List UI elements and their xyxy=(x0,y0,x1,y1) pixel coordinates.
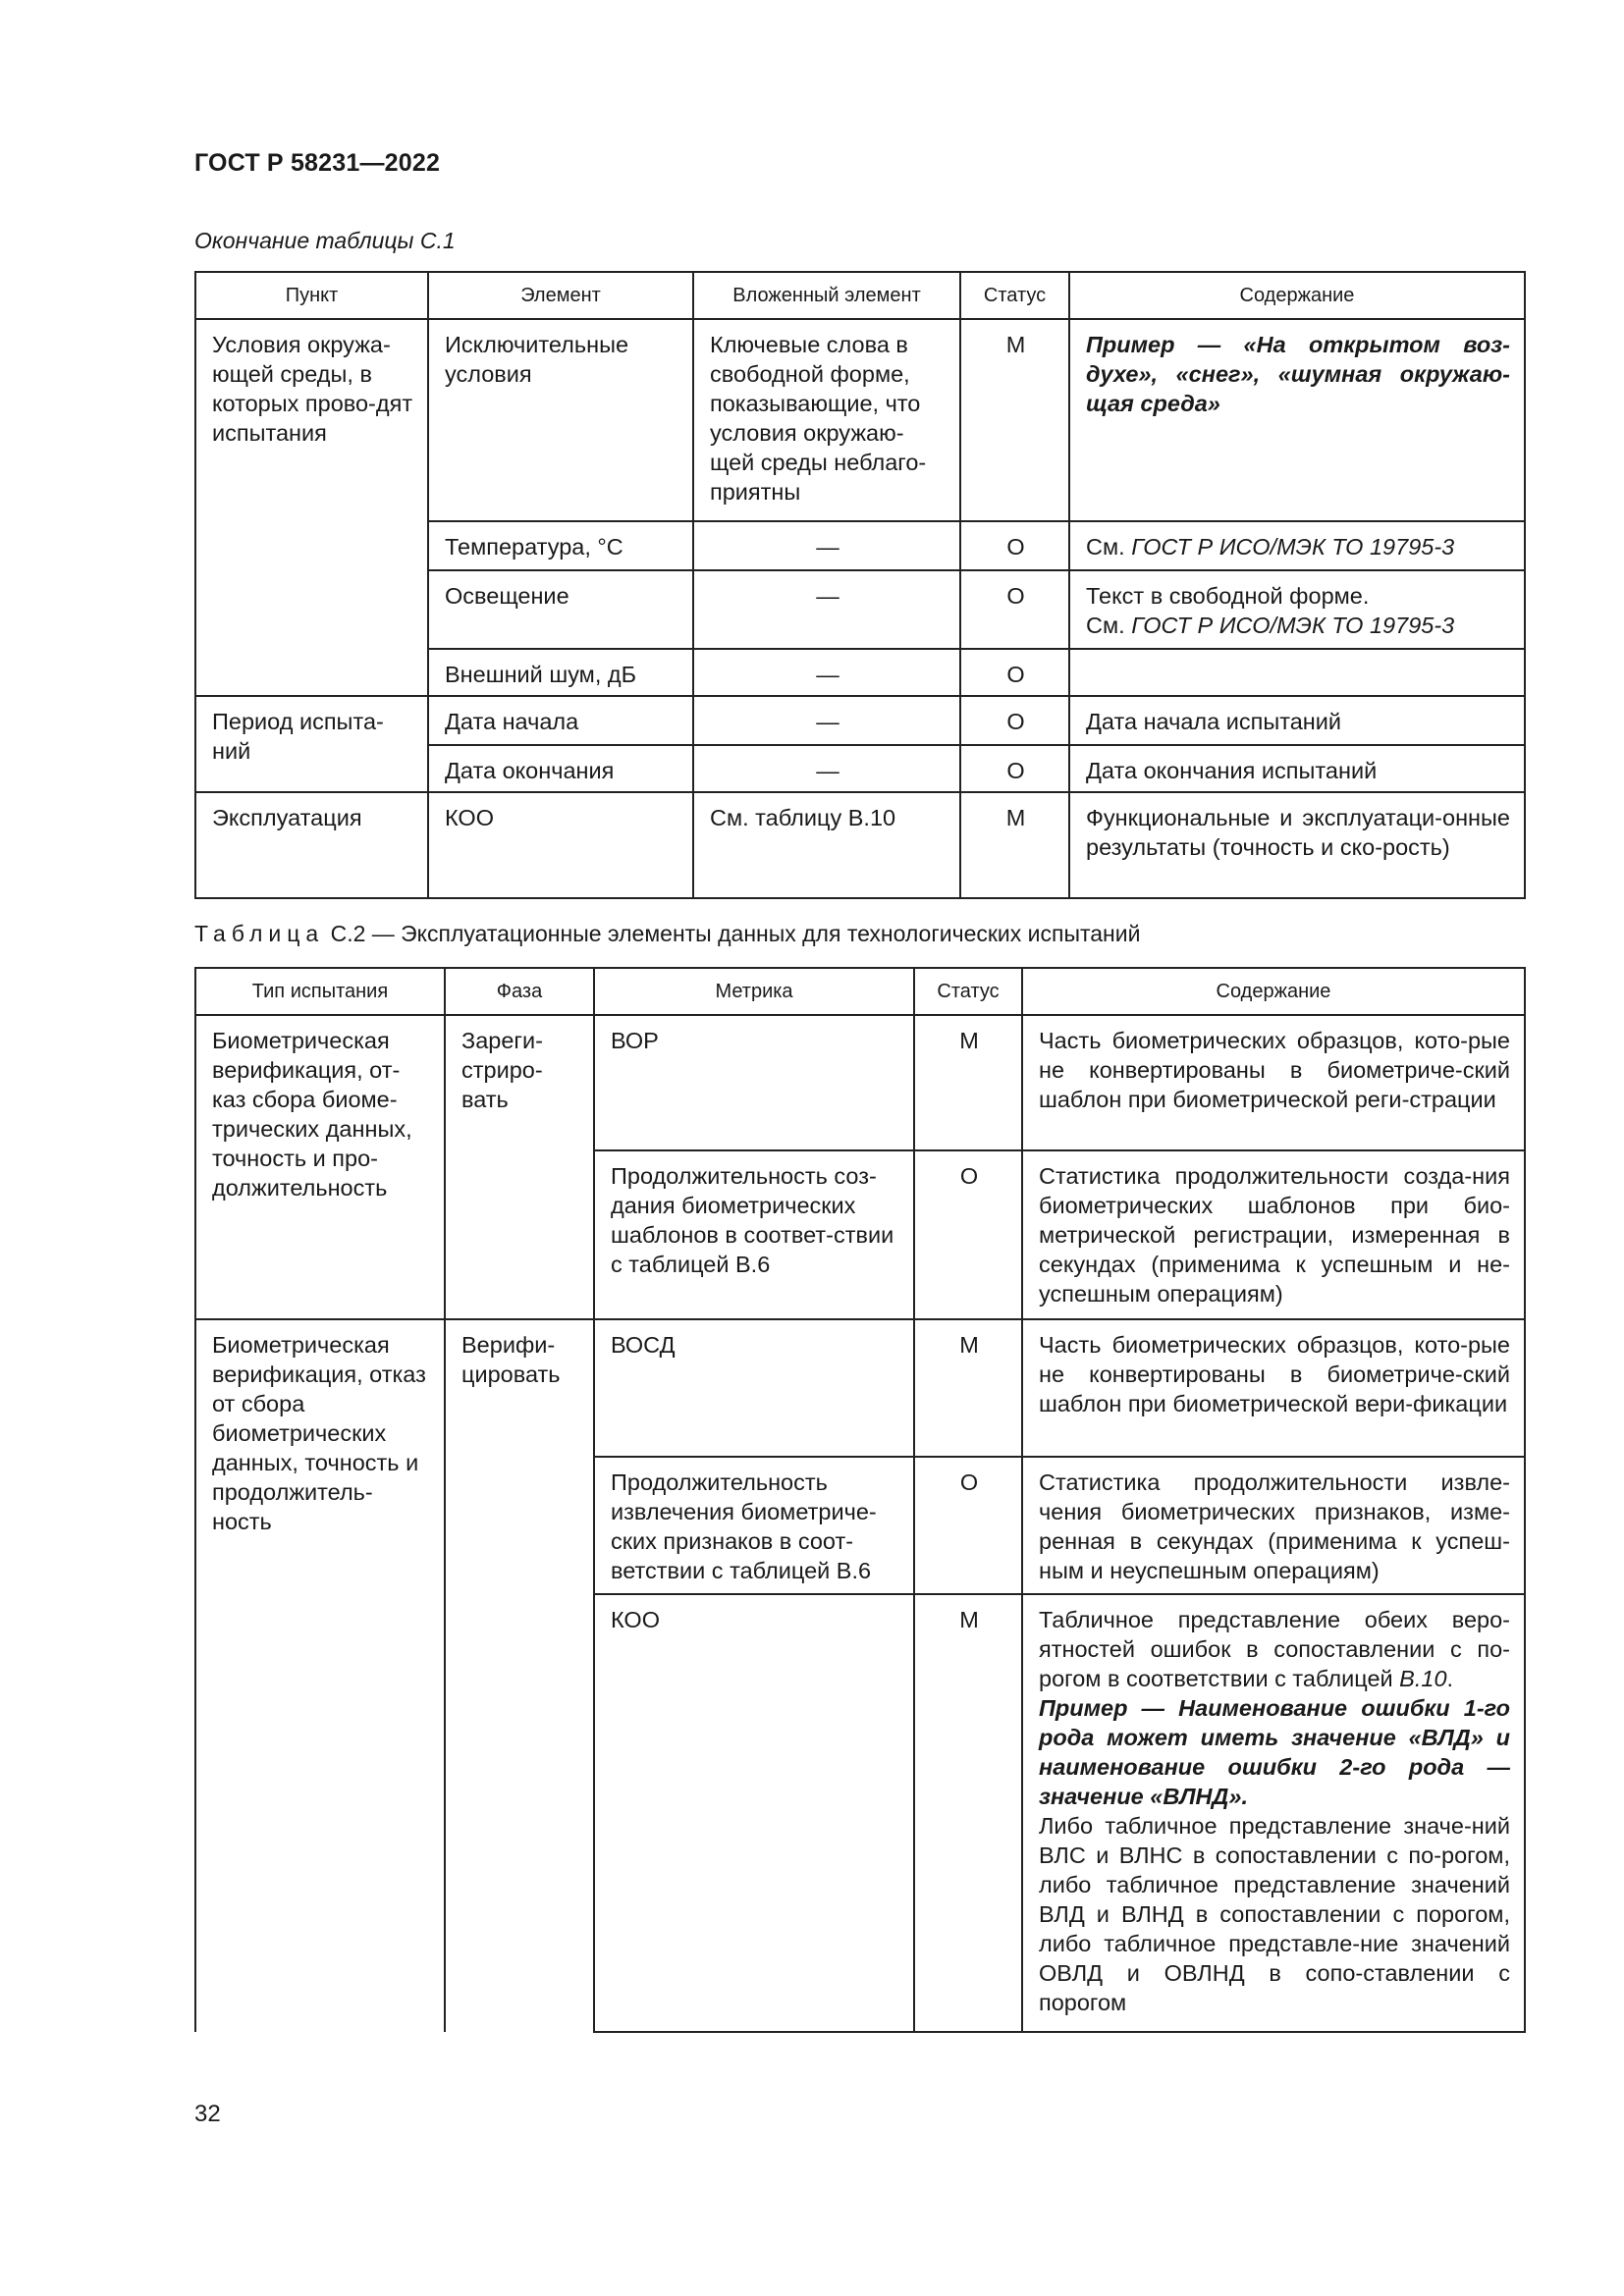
content-cell: Статистика продолжительности созда-ния биометрических шаблонов при био-метрической регистрации, измеренная в секундах (применима к успешным и не-успешным операциям) xyxy=(1022,1150,1525,1319)
reference-prefix: См. xyxy=(1086,613,1132,638)
element-cell: Исключительные условия xyxy=(428,319,693,521)
status-cell: О xyxy=(914,1457,1022,1594)
content-cell xyxy=(1069,570,1525,649)
page-number: 32 xyxy=(194,2101,221,2127)
content-cell: Часть биометрических образцов, кото-рые не конвертированы в биометриче-ский шаблон при биометрической реги-страции xyxy=(1022,1015,1525,1150)
metric-cell: Продолжительность извлечения биометриче-ских признаков в соот-ветствии с таблицей В.6 xyxy=(594,1457,914,1594)
metric-cell: ВОСД xyxy=(594,1319,914,1457)
item-cell: Период испыта-ний xyxy=(195,696,428,792)
item-cell: Эксплуатация xyxy=(195,792,428,898)
example-note: Пример — Наименование ошибки 1-го рода может иметь значение «ВЛД» и наименование ошибки 2-го рода — значение «ВЛНД». xyxy=(1039,1695,1510,1809)
status-cell: М xyxy=(914,1319,1022,1457)
status-cell: О xyxy=(960,745,1069,792)
metric-cell: ВОР xyxy=(594,1015,914,1150)
column-header: Вложенный элемент xyxy=(693,272,960,319)
status-cell: О xyxy=(914,1150,1022,1319)
column-header: Метрика xyxy=(594,968,914,1015)
table-row xyxy=(195,1319,1525,1457)
metric-cell: КОО xyxy=(594,1594,914,2032)
element-cell: Освещение xyxy=(428,570,693,649)
table-header-row xyxy=(195,272,1525,319)
status-cell: М xyxy=(914,1015,1022,1150)
status-cell: М xyxy=(960,319,1069,521)
content-text: Табличное представление обеих веро-ятностей ошибок в сопоставлении с по-рогом в соответствии с таблицей xyxy=(1039,1607,1510,1691)
status-cell: М xyxy=(914,1594,1022,2032)
content-text: Либо табличное представление значе-ний ВЛС и ВЛНС в сопоставлении с по-рогом, либо табличное представление значений ВЛД и ВЛНД в сопоставлении с порогом, либо табличное представле-ние значений ОВЛД и ОВЛНД в сопо-ставлении с порогом xyxy=(1039,1813,1510,2015)
standard-reference: ГОСТ Р ИСО/МЭК ТО 19795-3 xyxy=(1131,613,1455,638)
table1-caption: Окончание таблицы С.1 xyxy=(194,228,456,253)
content-cell xyxy=(1069,649,1525,696)
table-reference: В.10 xyxy=(1399,1666,1447,1691)
nested-element-cell: — xyxy=(693,745,960,792)
metric-cell: Продолжительность соз-дания биометрических шаблонов в соответ-ствии с таблицей В.6 xyxy=(594,1150,914,1319)
table-row xyxy=(195,792,1525,898)
table-title: С.2 — Эксплуатационные элементы данных для технологических испытаний xyxy=(324,921,1141,946)
nested-element-cell: — xyxy=(693,696,960,745)
content-cell: Функциональные и эксплуатаци-онные результаты (точность и ско-рость) xyxy=(1069,792,1525,898)
test-type-cell: Биометрическая верификация, отказ от сбора биометрических данных, точность и продолжитель-ность xyxy=(195,1319,445,2032)
nested-element-cell: — xyxy=(693,521,960,570)
column-header: Содержание xyxy=(1069,272,1525,319)
status-cell: М xyxy=(960,792,1069,898)
column-header: Статус xyxy=(960,272,1069,319)
element-cell: Температура, °С xyxy=(428,521,693,570)
content-cell xyxy=(1069,521,1525,570)
column-header: Фаза xyxy=(445,968,594,1015)
column-header: Элемент xyxy=(428,272,693,319)
column-header: Тип испытания xyxy=(195,968,445,1015)
column-header: Пункт xyxy=(195,272,428,319)
content-cell xyxy=(1022,1594,1525,2032)
status-cell: О xyxy=(960,649,1069,696)
content-cell: Часть биометрических образцов, кото-рые не конвертированы в биометриче-ский шаблон при биометрической вери-фикации xyxy=(1022,1319,1525,1457)
nested-element-cell: — xyxy=(693,649,960,696)
nested-element-cell: См. таблицу В.10 xyxy=(693,792,960,898)
column-header: Статус xyxy=(914,968,1022,1015)
content-text: . xyxy=(1446,1666,1454,1691)
nested-element-cell: Ключевые слова в свободной форме, показывающие, что условия окружаю-щей среды неблаго-приятны xyxy=(693,319,960,521)
status-cell: О xyxy=(960,521,1069,570)
element-cell: Внешний шум, дБ xyxy=(428,649,693,696)
content-line: Текст в свободной форме. xyxy=(1086,583,1370,609)
content-cell: Дата окончания испытаний xyxy=(1069,745,1525,792)
table-row xyxy=(195,319,1525,521)
element-cell: КОО xyxy=(428,792,693,898)
table-row xyxy=(195,696,1525,745)
content-cell: Дата начала испытаний xyxy=(1069,696,1525,745)
element-cell: Дата окончания xyxy=(428,745,693,792)
column-header: Содержание xyxy=(1022,968,1525,1015)
reference-prefix: См. xyxy=(1086,534,1132,560)
nested-element-cell: — xyxy=(693,570,960,649)
item-cell: Условия окружа-ющей среды, в которых прово-дят испытания xyxy=(195,319,428,696)
document-code: ГОСТ Р 58231—2022 xyxy=(194,149,441,177)
test-type-cell: Биометрическая верификация, от-каз сбора биоме-трических данных, точность и про-должительность xyxy=(195,1015,445,1319)
element-cell: Дата начала xyxy=(428,696,693,745)
table-row xyxy=(195,1015,1525,1150)
status-cell: О xyxy=(960,696,1069,745)
status-cell: О xyxy=(960,570,1069,649)
phase-cell: Зареги-стриро-вать xyxy=(445,1015,594,1319)
phase-cell: Верифи-цировать xyxy=(445,1319,594,2032)
table-c2 xyxy=(194,967,1526,2033)
standard-reference: ГОСТ Р ИСО/МЭК ТО 19795-3 xyxy=(1131,534,1455,560)
table-header-row xyxy=(195,968,1525,1015)
table2-caption xyxy=(194,921,1140,947)
table-c1 xyxy=(194,271,1526,899)
table-label: Таблица xyxy=(194,921,325,946)
content-cell: Статистика продолжительности извле-чения биометрических признаков, изме-ренная в секундах (применима к успеш-ным и неуспешным операциям) xyxy=(1022,1457,1525,1594)
content-cell: Пример — «На открытом воз-духе», «снег», «шумная окружаю-щая среда» xyxy=(1069,319,1525,521)
